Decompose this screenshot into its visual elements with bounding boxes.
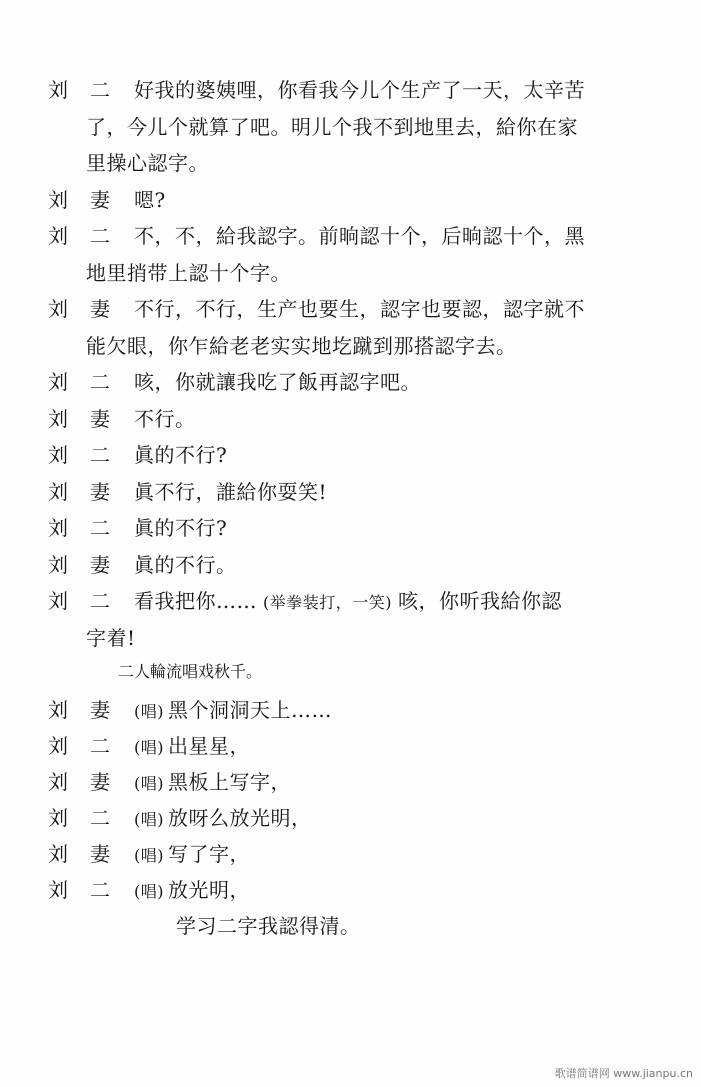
speaker-surname: 刘 (48, 443, 68, 467)
speaker-surname: 刘 (48, 769, 68, 794)
speaker-name: 妻 (90, 769, 110, 794)
song-text: 写了字， (168, 841, 250, 866)
song-line (134, 878, 250, 904)
speaker-surname: 刘 (48, 297, 68, 321)
speaker-surname: 刘 (48, 552, 68, 577)
song-text: 出星星， (168, 733, 250, 758)
speaker-surname: 刘 (48, 479, 68, 504)
song-line (134, 806, 312, 832)
dialogue-continuation: 能欠眼，你乍給老老实实地圪蹴到那搭認字去。 (86, 333, 517, 358)
speaker-surname: 刘 (48, 841, 68, 866)
speaker-surname: 刘 (48, 589, 68, 613)
song-line (134, 698, 332, 724)
dialogue-text (134, 589, 562, 615)
speaker-name: 妻 (90, 552, 110, 577)
song-line (134, 770, 291, 796)
dialogue-text: 好我的婆姨哩，你看我今儿个生产了一天，太辛苦 (134, 78, 585, 102)
sing-tag: (唱) (134, 881, 164, 901)
speaker-name: 妻 (90, 187, 110, 212)
song-text: 黑板上写字， (168, 769, 291, 794)
speaker-surname: 刘 (48, 406, 68, 431)
speaker-surname: 刘 (48, 805, 68, 830)
speaker-name: 二 (90, 877, 110, 902)
speaker-name: 二 (90, 370, 110, 394)
speaker-name: 妻 (90, 841, 110, 866)
dialogue-continuation: 了，今儿个就算了吧。明儿个我不到地里去，給你在家 (86, 114, 578, 139)
speaker-name: 二 (90, 516, 110, 540)
dialogue-text: 眞不行，誰給你耍笑! (134, 479, 328, 504)
dialogue-continuation: 地里捎带上認十个字。 (86, 260, 291, 285)
dialogue-continuation: 字着! (86, 625, 136, 650)
song-line-last: 学习二字我認得清。 (176, 913, 361, 938)
dialogue-text: 眞的不行? (134, 516, 228, 540)
speaker-name: 二 (90, 78, 110, 102)
dialogue-text: 不行，不行，生产也要生，認字也要認，認字就不 (134, 297, 585, 321)
speaker-name: 二 (90, 443, 110, 467)
dialogue-text: 不，不，給我認字。前晌認十个，后晌認十个，黑 (134, 224, 585, 248)
dialogue-text: 眞的不行? (134, 443, 228, 467)
sing-tag: (唱) (134, 773, 164, 793)
speaker-name: 妻 (90, 479, 110, 504)
sing-tag: (唱) (134, 809, 164, 829)
speaker-surname: 刘 (48, 370, 68, 394)
sing-tag: (唱) (134, 737, 164, 757)
speaker-name: 二 (90, 589, 110, 613)
song-text: 放光明， (168, 877, 250, 902)
speaker-name: 二 (90, 733, 110, 758)
dialogue-text: 不行。 (134, 406, 196, 431)
speaker-name: 妻 (90, 297, 110, 321)
speaker-surname: 刘 (48, 516, 68, 540)
song-line (134, 734, 250, 760)
stage-aside: (举拳装打，一笑) (263, 593, 392, 612)
speaker-surname: 刘 (48, 224, 68, 248)
speaker-surname: 刘 (48, 187, 68, 212)
song-line (134, 842, 250, 868)
watermark: 歌谱简谱网 www.jianpu.cn (554, 1067, 693, 1080)
dialogue-text-part: 咳，你听我給你認 (398, 589, 562, 613)
speaker-name: 二 (90, 805, 110, 830)
speaker-surname: 刘 (48, 697, 68, 722)
speaker-name: 妻 (90, 406, 110, 431)
speaker-surname: 刘 (48, 877, 68, 902)
song-text: 黑个洞洞天上…… (168, 697, 332, 722)
stage-direction: 二人輪流唱戏秋千。 (118, 662, 263, 681)
song-text: 放呀么放光明， (168, 805, 312, 830)
dialogue-text: 咳，你就讓我吃了飯再認字吧。 (134, 370, 421, 394)
speaker-name: 妻 (90, 697, 110, 722)
dialogue-text: 嗯? (134, 187, 166, 212)
speaker-surname: 刘 (48, 78, 68, 102)
speaker-surname: 刘 (48, 733, 68, 758)
dialogue-continuation: 里操心認字。 (86, 151, 209, 175)
dialogue-text-part: 看我把你…… (134, 589, 257, 613)
speaker-name: 二 (90, 224, 110, 248)
sing-tag: (唱) (134, 845, 164, 865)
dialogue-text: 眞的不行。 (134, 552, 237, 577)
sing-tag: (唱) (134, 701, 164, 721)
